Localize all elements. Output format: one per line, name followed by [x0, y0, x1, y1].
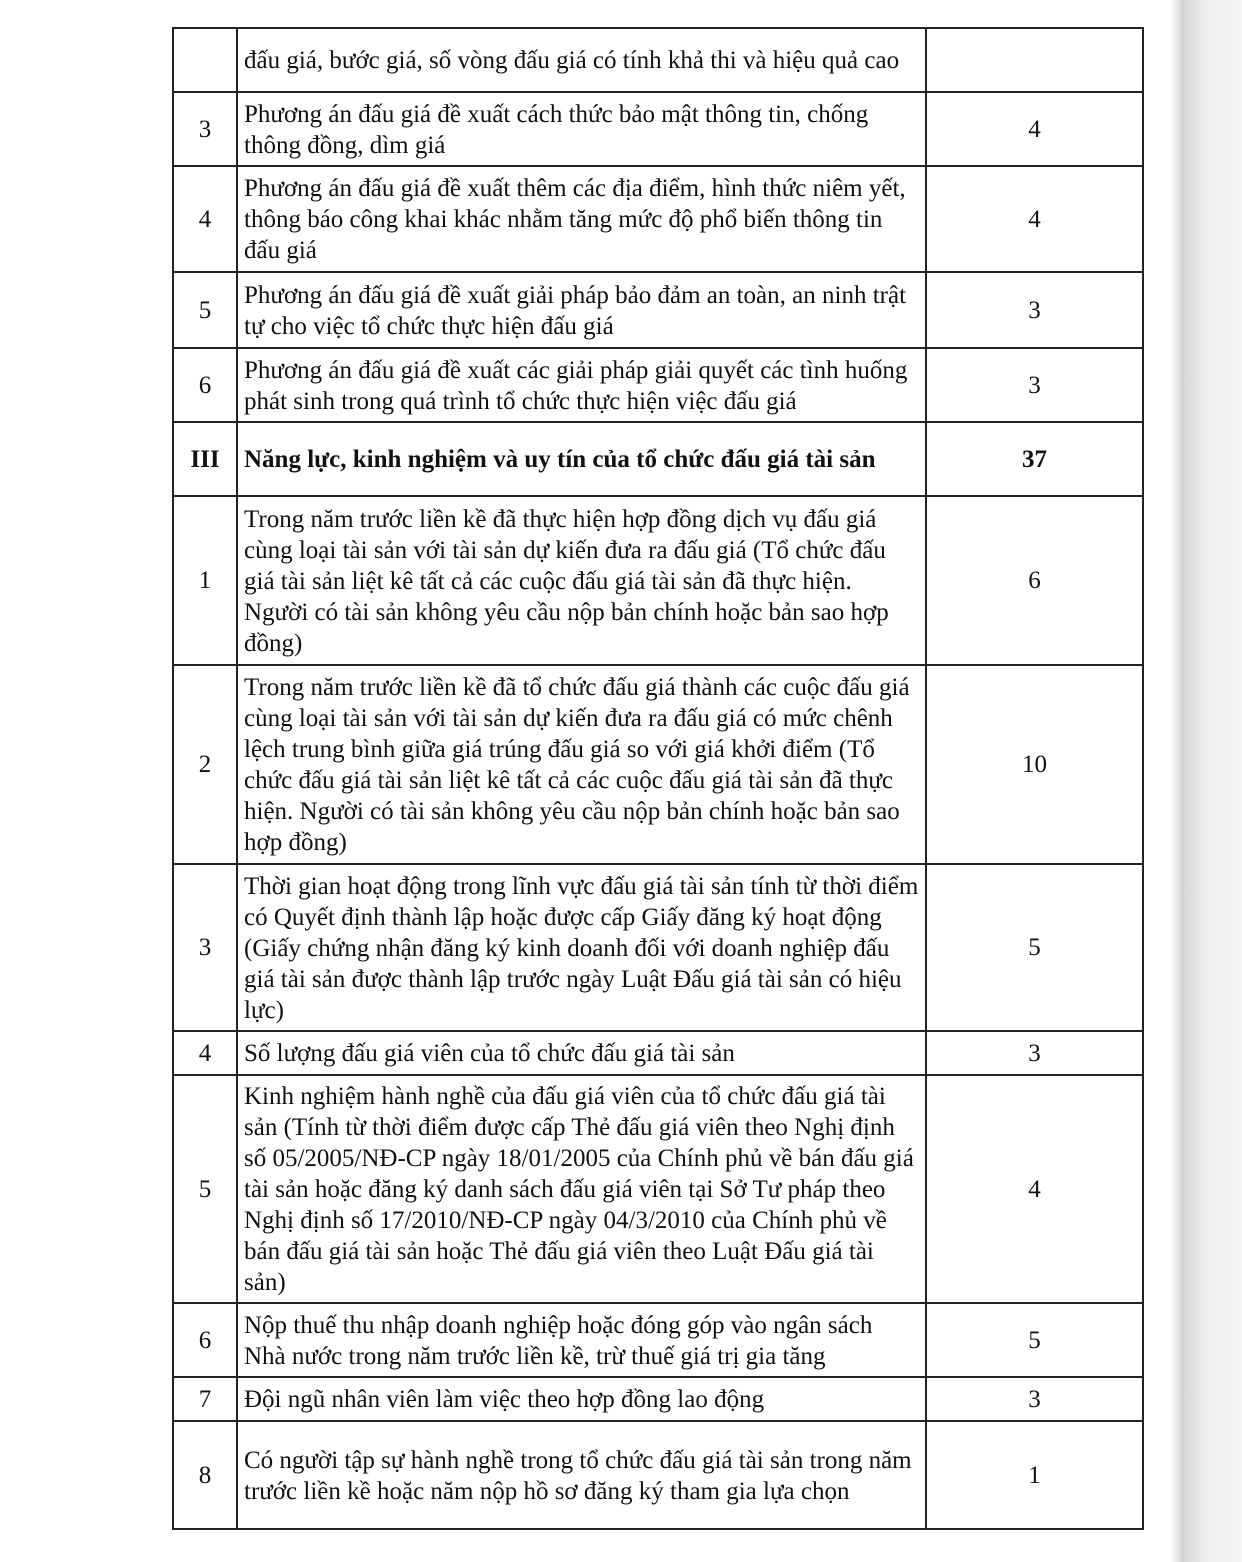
table-row: [173, 665, 1143, 864]
criterion-text: Phương án đấu giá đề xuất thêm các địa điểm, hình thức niêm yết, thông báo công khai khác nhằm tăng mức độ phổ biến thông tin đấu giá: [237, 166, 926, 272]
criterion-text: Có người tập sự hành nghề trong tổ chức đấu giá tài sản trong năm trước liền kề hoặc năm nộp hồ sơ đăng ký tham gia lựa chọn: [237, 1421, 926, 1529]
criterion-text: Nộp thuế thu nhập doanh nghiệp hoặc đóng góp vào ngân sách Nhà nước trong năm trước liền kề, trừ thuế giá trị gia tăng: [237, 1303, 926, 1377]
score-value: 4: [926, 1075, 1143, 1303]
section-row: [173, 422, 1143, 496]
score-value: 4: [926, 166, 1143, 272]
score-value: 1: [926, 1421, 1143, 1529]
row-number: 5: [173, 272, 237, 348]
table-row: [173, 496, 1143, 665]
score-value: 3: [926, 348, 1143, 422]
row-number: 7: [173, 1377, 237, 1421]
row-number: [173, 28, 237, 92]
criterion-text: Đội ngũ nhân viên làm việc theo hợp đồng lao động: [237, 1377, 926, 1421]
row-number: 4: [173, 1031, 237, 1075]
section-score: 37: [926, 422, 1143, 496]
row-number: 5: [173, 1075, 237, 1303]
table-row: [173, 348, 1143, 422]
table-row: [173, 92, 1143, 166]
criterion-text: Phương án đấu giá đề xuất cách thức bảo mật thông tin, chống thông đồng, dìm giá: [237, 92, 926, 166]
criterion-text: Trong năm trước liền kề đã thực hiện hợp đồng dịch vụ đấu giá cùng loại tài sản với tài sản dự kiến đưa ra đấu giá (Tổ chức đấu giá tài sản liệt kê tất cả các cuộc đấu giá tài sản đã thực hiện. Người có tài sản không yêu cầu nộp bản chính hoặc bản sao hợp đồng): [237, 496, 926, 665]
criterion-text: đấu giá, bước giá, số vòng đấu giá có tính khả thi và hiệu quả cao: [237, 28, 926, 92]
table-row: [173, 272, 1143, 348]
table-row: [173, 864, 1143, 1031]
page-shadow: [1184, 0, 1242, 1562]
row-number: 6: [173, 348, 237, 422]
row-number: 3: [173, 92, 237, 166]
row-number: 6: [173, 1303, 237, 1377]
criterion-text: Thời gian hoạt động trong lĩnh vực đấu giá tài sản tính từ thời điểm có Quyết định thành lập hoặc được cấp Giấy đăng ký hoạt động (Giấy chứng nhận đăng ký kinh doanh đối với doanh nghiệp đấu giá tài sản được thành lập trước ngày Luật Đấu giá tài sản có hiệu lực): [237, 864, 926, 1031]
table-row: [173, 28, 1143, 92]
row-number: 1: [173, 496, 237, 665]
row-number: 4: [173, 166, 237, 272]
table-row: [173, 1303, 1143, 1377]
score-value: 3: [926, 272, 1143, 348]
table-row: [173, 1075, 1143, 1303]
criterion-text: Số lượng đấu giá viên của tổ chức đấu giá tài sản: [237, 1031, 926, 1075]
section-number: III: [173, 422, 237, 496]
score-value: 10: [926, 665, 1143, 864]
row-number: 3: [173, 864, 237, 1031]
score-value: 5: [926, 1303, 1143, 1377]
section-title: Năng lực, kinh nghiệm và uy tín của tổ chức đấu giá tài sản: [237, 422, 926, 496]
page-edge: [1170, 0, 1184, 1562]
criterion-text: Phương án đấu giá đề xuất các giải pháp giải quyết các tình huống phát sinh trong quá trình tổ chức thực hiện việc đấu giá: [237, 348, 926, 422]
scoring-table: [172, 27, 1144, 1530]
table-row: [173, 166, 1143, 272]
score-value: 5: [926, 864, 1143, 1031]
score-value: [926, 28, 1143, 92]
table-row: [173, 1421, 1143, 1529]
table-row: [173, 1031, 1143, 1075]
score-value: 6: [926, 496, 1143, 665]
table-row: [173, 1377, 1143, 1421]
score-value: 3: [926, 1031, 1143, 1075]
row-number: 8: [173, 1421, 237, 1529]
row-number: 2: [173, 665, 237, 864]
score-value: 3: [926, 1377, 1143, 1421]
criterion-text: Trong năm trước liền kề đã tổ chức đấu giá thành các cuộc đấu giá cùng loại tài sản với tài sản dự kiến đưa ra đấu giá có mức chênh lệch trung bình giữa giá trúng đấu giá so với giá khởi điểm (Tổ chức đấu giá tài sản liệt kê tất cả các cuộc đấu giá tài sản đã thực hiện. Người có tài sản không yêu cầu nộp bản chính hoặc bản sao hợp đồng): [237, 665, 926, 864]
score-value: 4: [926, 92, 1143, 166]
criterion-text: Kinh nghiệm hành nghề của đấu giá viên của tổ chức đấu giá tài sản (Tính từ thời điểm được cấp Thẻ đấu giá viên theo Nghị định số 05/2005/NĐ-CP ngày 18/01/2005 của Chính phủ về bán đấu giá tài sản hoặc đăng ký danh sách đấu giá viên tại Sở Tư pháp theo Nghị định số 17/2010/NĐ-CP ngày 04/3/2010 của Chính phủ về bán đấu giá tài sản hoặc Thẻ đấu giá viên theo Luật Đấu giá tài sản): [237, 1075, 926, 1303]
criterion-text: Phương án đấu giá đề xuất giải pháp bảo đảm an toàn, an ninh trật tự cho việc tổ chức thực hiện đấu giá: [237, 272, 926, 348]
